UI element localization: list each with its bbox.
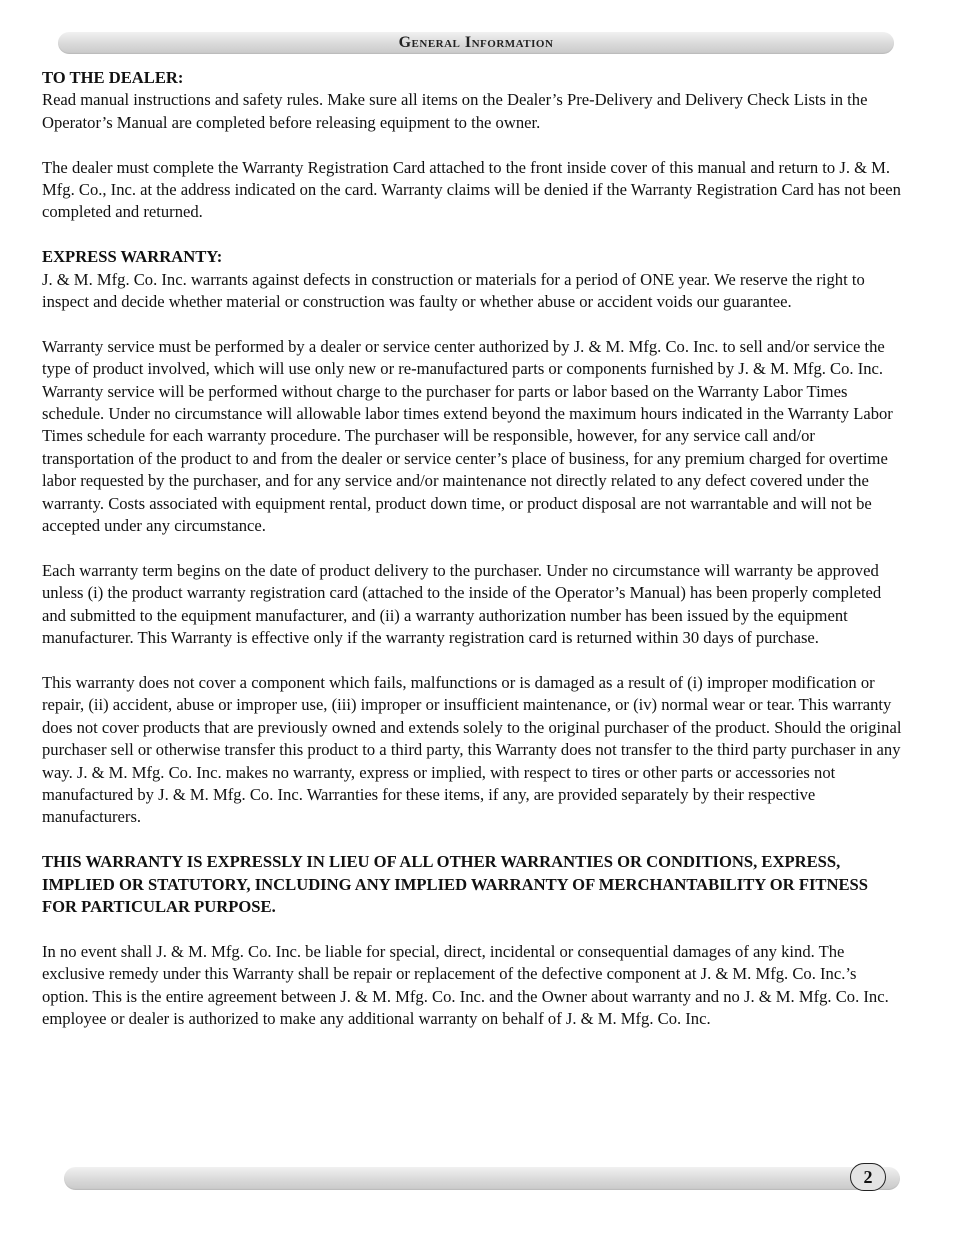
- header-bar: [58, 32, 894, 54]
- warranty-paragraph-1: J. & M. Mfg. Co. Inc. warrants against defects in construction or materials for a period of ONE year. We reserve the right to inspect and decide whether material or construction was faulty or whether abuse or accident voids our guarantee.: [42, 269, 865, 312]
- warranty-heading: EXPRESS WARRANTY:: [42, 247, 223, 267]
- dealer-paragraph-2: The dealer must complete the Warranty Registration Card attached to the front inside cover of this manual and return to J. & M. Mfg. Co., Inc. at the address indicated on the card. Warranty claims will be denied if the Warranty Registration Card has not been completed and returned.: [42, 157, 901, 222]
- warranty-section: [42, 246, 904, 1030]
- page-number-badge: 2: [850, 1163, 886, 1191]
- warranty-disclaimer: THIS WARRANTY IS EXPRESSLY IN LIEU OF ALL OTHER WARRANTIES OR CONDITIONS, EXPRESS, IMPLIED OR STATUTORY, INCLUDING ANY IMPLIED WARRANTY OF MERCHANTABILITY OR FITNESS FOR PARTICULAR PURPOSE.: [42, 852, 868, 916]
- warranty-paragraph-4: This warranty does not cover a component which fails, malfunctions or is damaged as a result of (i) improper modification or repair, (ii) accident, abuse or improper use, (iii) improper or insufficient maintenance, or (iv) normal wear or tear. This warranty does not cover products that are previously owned and extends solely to the original purchaser of the product. Should the original purchaser sell or otherwise transfer this product to a third party, this Warranty does not transfer to the third party purchaser in any way. J. & M. Mfg. Co. Inc. makes no warranty, express or implied, with respect to tires or other parts or accessories not manufactured by J. & M. Mfg. Co. Inc. Warranties for these items, if any, are provided separately by their respective manufacturers.: [42, 672, 902, 827]
- liability-paragraph: In no event shall J. & M. Mfg. Co. Inc. be liable for special, direct, incidental or consequential damages of any kind. The exclusive remedy under this Warranty shall be repair or replacement of the defective component at J. & M. Mfg. Co. Inc.’s option. This is the entire agreement between J. & M. Mfg. Co. Inc. and the Owner about warranty and no J. & M. Mfg. Co. Inc. employee or dealer is authorized to make any additional warranty on behalf of J. & M. Mfg. Co. Inc.: [42, 941, 889, 1028]
- document-body: [42, 67, 904, 1053]
- warranty-paragraph-3: Each warranty term begins on the date of product delivery to the purchaser. Under no circumstance will warranty be approved unless (i) the product warranty registration card (attached to the inside of the Operator’s Manual) has been properly completed and submitted to the equipment manufacturer, and (ii) a warranty authorization number has been issued by the equipment manufacturer. This Warranty is effective only if the warranty registration card is returned within 30 days of purchase.: [42, 560, 882, 648]
- page-title: General Information: [398, 34, 554, 51]
- dealer-heading: TO THE DEALER:: [42, 68, 184, 87]
- warranty-paragraph-2: Warranty service must be performed by a dealer or service center authorized by J. & M. Mfg. Co. Inc. to sell and/or service the type of product involved, which will use only new or re-manufactured parts or components furnished by J. & M. Mfg. Co. Inc. Warranty service will be performed without charge to the purchaser for parts or labor based on the Warranty Labor Times schedule. Under no circumstance will allowable labor times extend beyond the maximum hours indicated in the Warranty Labor Times schedule for each warranty procedure. The purchaser will be responsible, however, for any service call and/or transportation of the product to and from the dealer or service center’s place of business, for any premium charged for overtime labor requested by the purchaser, and for any service and/or maintenance not directly related to any defect covered under the warranty. Costs associated with equipment rental, product down time, or product disposal are not warrantable and will not be accepted under any circumstance.: [42, 336, 893, 536]
- dealer-paragraph-1: Read manual instructions and safety rules. Make sure all items on the Dealer’s Pre-Delivery and Delivery Check Lists in the Operator’s Manual are completed before releasing equipment to the owner.: [42, 90, 868, 132]
- footer-bar: [64, 1167, 900, 1190]
- dealer-section: [42, 67, 904, 224]
